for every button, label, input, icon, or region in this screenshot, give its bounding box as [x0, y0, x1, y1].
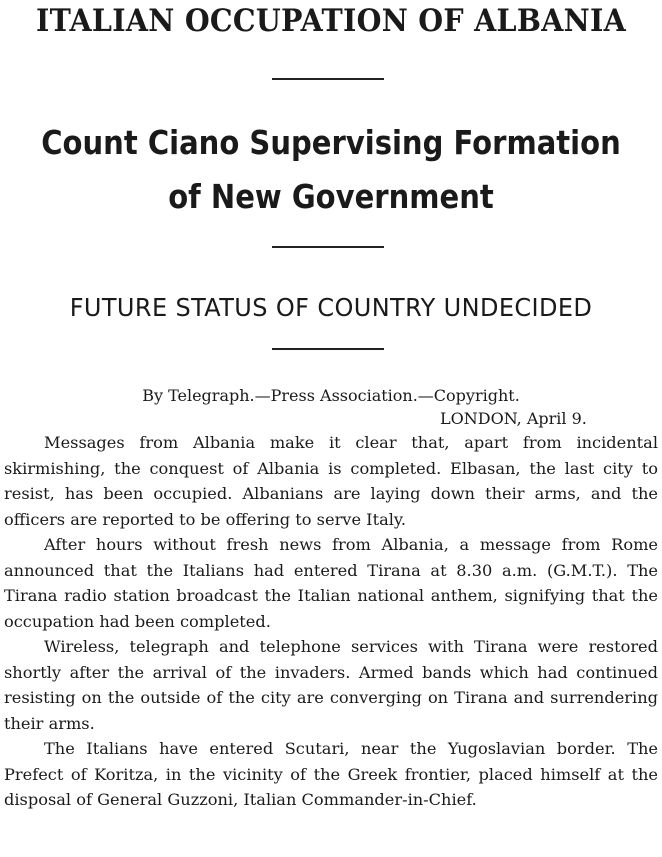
- main-headline-line-1: Count Ciano Supervising Formation: [41, 123, 621, 162]
- headline-divider-1: [272, 78, 384, 80]
- paragraph: Wireless, telegraph and telephone services with Tirana were restored shortly after the arrival of the invaders. Armed bands which had continued resisting on the outside of the city are converging on Tirana and surrendering their arms.: [4, 637, 658, 733]
- subheadline: FUTURE STATUS OF COUNTRY UNDECIDED: [69, 293, 593, 322]
- paragraph: Messages from Albania make it clear that, apart from incidental skirmishing, the conquest of Albania is completed. Elbasan, the last city to resist, has been occupied. Albanians are laying down their arms, and the officers are reported to be offering to serve Italy.: [4, 433, 658, 529]
- byline: By Telegraph.—Press Association.—Copyright.: [142, 386, 520, 405]
- headline-divider-3: [272, 348, 384, 350]
- paragraph: After hours without fresh news from Albania, a message from Rome announced that the Italians had entered Tirana at 8.30 a.m. (G.M.T.). The Tirana radio station broadcast the Italian national anthem, signifying that the occupation had been completed.: [4, 535, 658, 631]
- paragraph: The Italians have entered Scutari, near the Yugoslavian border. The Prefect of Koritza, in the vicinity of the Greek frontier, placed himself at the disposal of General Guzzoni, Italian Commander-in-Chief.: [4, 739, 658, 809]
- article-body: [4, 430, 658, 813]
- top-headline: ITALIAN OCCUPATION OF ALBANIA: [35, 3, 627, 39]
- dateline: LONDON, April 9.: [440, 409, 587, 428]
- main-headline-line-2: of New Government: [168, 177, 494, 216]
- headline-divider-2: [272, 246, 384, 248]
